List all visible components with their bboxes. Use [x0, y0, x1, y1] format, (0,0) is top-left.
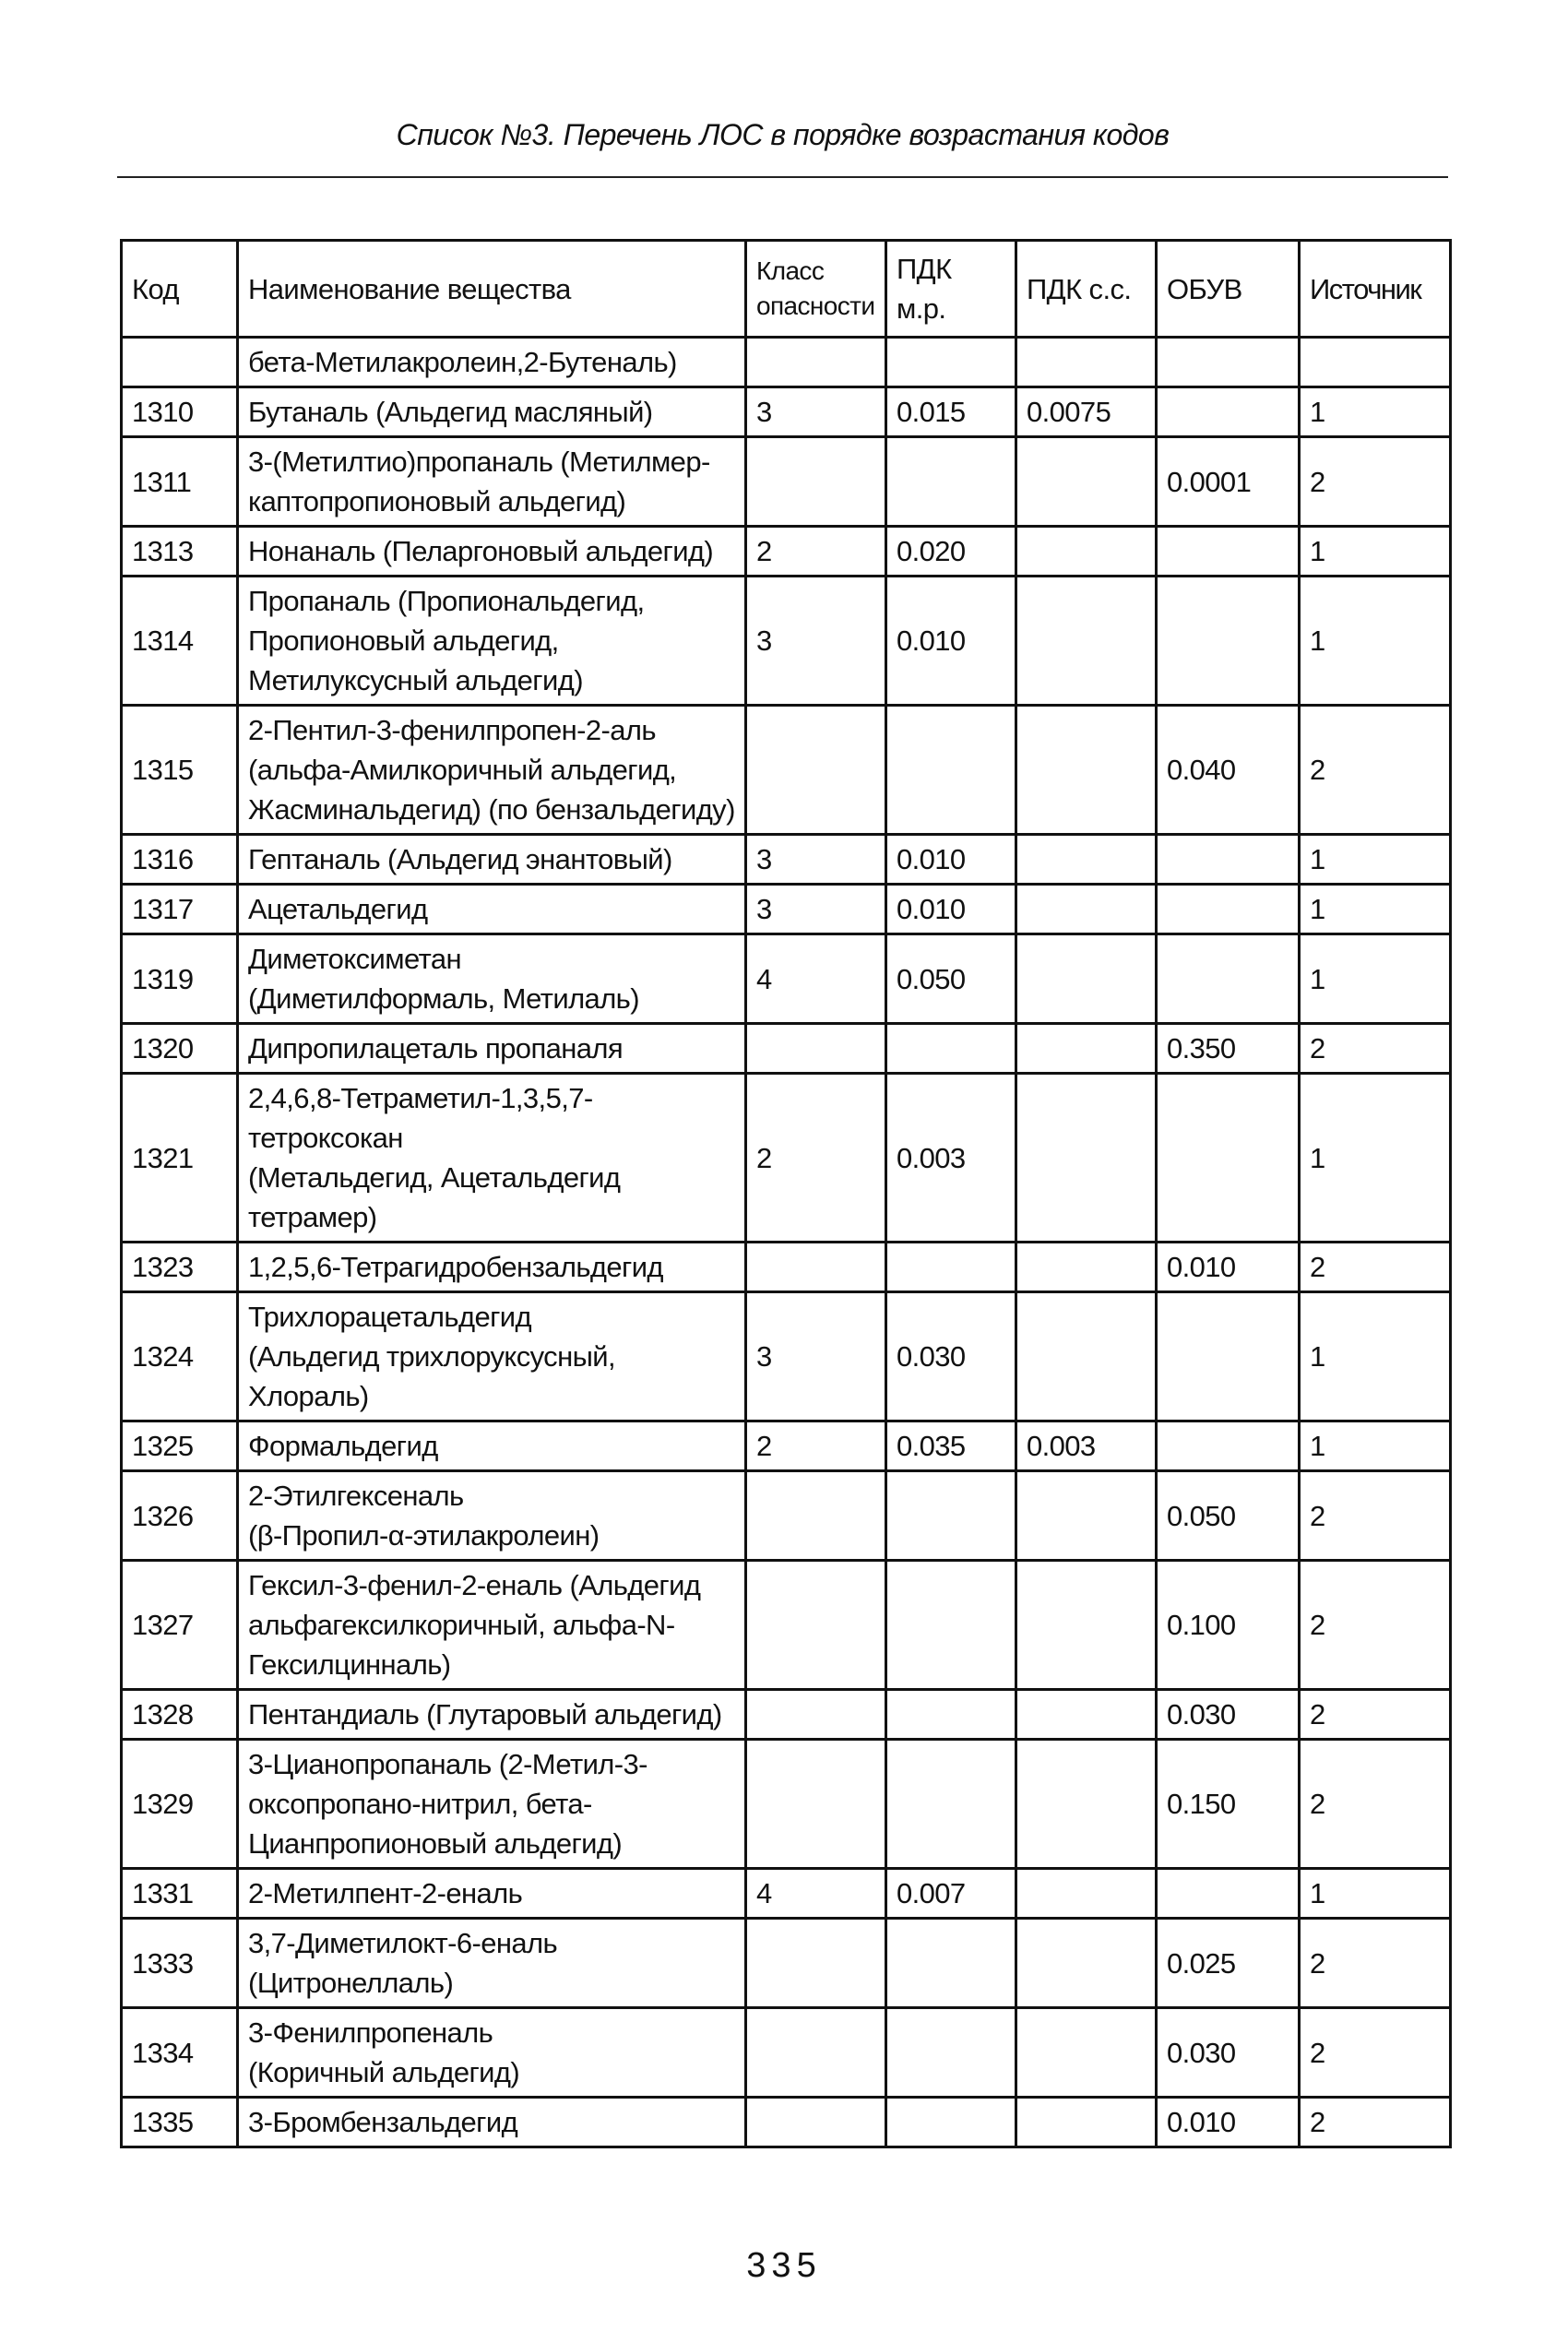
- cell-obuv: [1157, 1074, 1300, 1243]
- cell-source: 2: [1300, 2098, 1451, 2147]
- substance-name-line: (альфа-Амилкоричный альдегид,: [248, 754, 677, 786]
- cell-hazard-class: 4: [746, 1869, 886, 1919]
- cell-obuv: [1157, 1292, 1300, 1421]
- column-header-hazard-class-line2: опасности: [756, 291, 875, 320]
- substance-name-line: 2-Метилпент-2-еналь: [248, 1877, 523, 1909]
- cell-pdk-mr: 0.010: [886, 835, 1016, 885]
- cell-pdk-ss: [1016, 437, 1157, 527]
- cell-substance-name: [238, 387, 746, 437]
- cell-substance-name: [238, 1024, 746, 1074]
- substance-name-line: (Альдегид трихлоруксусный, Хлораль): [248, 1340, 616, 1412]
- table-row: [122, 1074, 1451, 1243]
- cell-obuv: 0.100: [1157, 1561, 1300, 1690]
- cell-pdk-ss: [1016, 2008, 1157, 2098]
- table-header-row: [122, 241, 1451, 338]
- column-header-code: Код: [122, 241, 238, 338]
- substance-name-line: Бутаналь (Альдегид масляный): [248, 396, 653, 428]
- cell-obuv: 0.0001: [1157, 437, 1300, 527]
- cell-obuv: 0.350: [1157, 1024, 1300, 1074]
- table-row: [122, 527, 1451, 577]
- cell-pdk-ss: 0.003: [1016, 1421, 1157, 1471]
- cell-code: 1321: [122, 1074, 238, 1243]
- column-header-hazard-class: [746, 241, 886, 338]
- substance-name-line: 3-Цианопропаналь (2-Метил-3-: [248, 1748, 647, 1780]
- substance-name-line: (Коричный альдегид): [248, 2056, 520, 2088]
- cell-code: 1314: [122, 577, 238, 706]
- cell-pdk-mr: [886, 1919, 1016, 2008]
- cell-substance-name: [238, 2098, 746, 2147]
- cell-pdk-mr: 0.030: [886, 1292, 1016, 1421]
- cell-pdk-mr: [886, 1024, 1016, 1074]
- cell-source: 2: [1300, 1024, 1451, 1074]
- cell-hazard-class: 4: [746, 934, 886, 1024]
- cell-pdk-ss: 0.0075: [1016, 387, 1157, 437]
- substance-name-line: Ацетальдегид: [248, 893, 428, 925]
- cell-hazard-class: [746, 437, 886, 527]
- page-header-title: Список №3. Перечень ЛОС в порядке возрастания кодов: [396, 118, 1170, 151]
- cell-code: 1317: [122, 885, 238, 934]
- substance-name-line: (Цитронеллаль): [248, 1967, 454, 1999]
- table-row: [122, 1561, 1451, 1690]
- substance-name-line: Дипропилацеталь пропаналя: [248, 1032, 624, 1064]
- cell-pdk-mr: [886, 2008, 1016, 2098]
- cell-source: 2: [1300, 1561, 1451, 1690]
- cell-code: 1310: [122, 387, 238, 437]
- column-header-name: Наименование вещества: [238, 241, 746, 338]
- cell-pdk-ss: [1016, 338, 1157, 387]
- cell-obuv: [1157, 338, 1300, 387]
- cell-substance-name: [238, 1919, 746, 2008]
- cell-pdk-ss: [1016, 1561, 1157, 1690]
- cell-pdk-ss: [1016, 1471, 1157, 1561]
- cell-substance-name: [238, 885, 746, 934]
- cell-hazard-class: 3: [746, 577, 886, 706]
- cell-pdk-ss: [1016, 885, 1157, 934]
- table-row: [122, 338, 1451, 387]
- cell-source: 1: [1300, 1292, 1451, 1421]
- cell-pdk-ss: [1016, 1243, 1157, 1292]
- cell-substance-name: [238, 835, 746, 885]
- cell-source: 1: [1300, 1074, 1451, 1243]
- cell-obuv: 0.010: [1157, 2098, 1300, 2147]
- cell-substance-name: [238, 1561, 746, 1690]
- cell-substance-name: [238, 2008, 746, 2098]
- substance-name-line: Жасминальдегид) (по бензальдегиду): [248, 793, 735, 826]
- cell-hazard-class: [746, 1919, 886, 2008]
- cell-pdk-mr: [886, 1471, 1016, 1561]
- table-row: [122, 577, 1451, 706]
- cell-hazard-class: 3: [746, 885, 886, 934]
- substance-name-line: 3-Фенилпропеналь: [248, 2016, 493, 2049]
- cell-hazard-class: [746, 2098, 886, 2147]
- cell-pdk-mr: 0.010: [886, 577, 1016, 706]
- cell-hazard-class: [746, 1243, 886, 1292]
- cell-hazard-class: [746, 2008, 886, 2098]
- substance-name-line: Метилуксусный альдегид): [248, 664, 583, 696]
- header-rule: [117, 176, 1448, 178]
- cell-pdk-mr: 0.007: [886, 1869, 1016, 1919]
- cell-pdk-mr: 0.010: [886, 885, 1016, 934]
- substance-name-line: Цианпропионовый альдегид): [248, 1827, 623, 1860]
- table-row: [122, 934, 1451, 1024]
- cell-pdk-ss: [1016, 1690, 1157, 1740]
- cell-substance-name: [238, 338, 746, 387]
- cell-hazard-class: [746, 1740, 886, 1869]
- substance-name-line: каптопропионовый альдегид): [248, 485, 626, 517]
- cell-code: 1313: [122, 527, 238, 577]
- cell-code: 1326: [122, 1471, 238, 1561]
- cell-pdk-mr: [886, 1690, 1016, 1740]
- cell-obuv: [1157, 885, 1300, 934]
- cell-code: 1323: [122, 1243, 238, 1292]
- cell-obuv: [1157, 835, 1300, 885]
- cell-pdk-ss: [1016, 1869, 1157, 1919]
- cell-hazard-class: 3: [746, 835, 886, 885]
- substance-name-line: Пентандиаль (Глутаровый альдегид): [248, 1698, 722, 1730]
- substance-name-line: 3-(Метилтио)пропаналь (Метилмер-: [248, 446, 710, 478]
- cell-pdk-mr: 0.003: [886, 1074, 1016, 1243]
- cell-pdk-mr: [886, 1561, 1016, 1690]
- cell-pdk-ss: [1016, 577, 1157, 706]
- column-header-source: Источник: [1300, 241, 1451, 338]
- table-row: [122, 1869, 1451, 1919]
- substance-name-line: Нонаналь (Пеларгоновый альдегид): [248, 535, 714, 567]
- cell-source: 2: [1300, 1740, 1451, 1869]
- substance-name-line: Гексилцинналь): [248, 1648, 451, 1681]
- cell-substance-name: [238, 1421, 746, 1471]
- cell-pdk-ss: [1016, 1919, 1157, 2008]
- cell-code: 1319: [122, 934, 238, 1024]
- cell-pdk-mr: 0.015: [886, 387, 1016, 437]
- cell-obuv: 0.040: [1157, 706, 1300, 835]
- substance-name-line: 3-Бромбензальдегид: [248, 2106, 518, 2138]
- page-number: 335: [746, 2246, 822, 2285]
- cell-code: 1333: [122, 1919, 238, 2008]
- substance-name-line: (Метальдегид, Ацетальдегид тетрамер): [248, 1161, 621, 1233]
- cell-obuv: [1157, 934, 1300, 1024]
- cell-substance-name: [238, 1074, 746, 1243]
- substance-name-line: Пропионовый альдегид,: [248, 624, 559, 657]
- cell-code: 1325: [122, 1421, 238, 1471]
- cell-source: 1: [1300, 835, 1451, 885]
- cell-pdk-ss: [1016, 1292, 1157, 1421]
- cell-source: 2: [1300, 706, 1451, 835]
- cell-pdk-mr: [886, 437, 1016, 527]
- table-body: [122, 338, 1451, 2147]
- cell-obuv: 0.025: [1157, 1919, 1300, 2008]
- cell-hazard-class: 3: [746, 387, 886, 437]
- column-header-pdk-mr: ПДК м.р.: [886, 241, 1016, 338]
- cell-pdk-ss: [1016, 706, 1157, 835]
- cell-obuv: 0.030: [1157, 2008, 1300, 2098]
- cell-hazard-class: 2: [746, 1074, 886, 1243]
- substance-name-line: оксопропано-нитрил, бета-: [248, 1788, 592, 1820]
- cell-source: 2: [1300, 1471, 1451, 1561]
- cell-code: 1327: [122, 1561, 238, 1690]
- table-row: [122, 1740, 1451, 1869]
- cell-substance-name: [238, 437, 746, 527]
- substance-name-line: Пропаналь (Пропиональдегид,: [248, 585, 645, 617]
- cell-obuv: 0.010: [1157, 1243, 1300, 1292]
- cell-substance-name: [238, 934, 746, 1024]
- cell-code: 1320: [122, 1024, 238, 1074]
- substance-name-line: 3,7-Диметилокт-6-еналь: [248, 1927, 558, 1959]
- substance-name-line: Гексил-3-фенил-2-еналь (Альдегид: [248, 1569, 701, 1601]
- cell-hazard-class: [746, 1471, 886, 1561]
- cell-pdk-mr: 0.050: [886, 934, 1016, 1024]
- cell-pdk-mr: [886, 2098, 1016, 2147]
- cell-pdk-mr: [886, 1740, 1016, 1869]
- substance-name-line: Формальдегид: [248, 1430, 438, 1462]
- cell-pdk-ss: [1016, 1074, 1157, 1243]
- cell-code: [122, 338, 238, 387]
- cell-source: [1300, 338, 1451, 387]
- cell-obuv: 0.150: [1157, 1740, 1300, 1869]
- substance-name-line: бета-Метилакролеин,2-Бутеналь): [248, 346, 677, 378]
- cell-pdk-ss: [1016, 527, 1157, 577]
- cell-substance-name: [238, 706, 746, 835]
- cell-substance-name: [238, 527, 746, 577]
- cell-source: 2: [1300, 437, 1451, 527]
- cell-source: 1: [1300, 387, 1451, 437]
- substance-name-line: альфагексилкоричный, альфа-N-: [248, 1609, 675, 1641]
- column-header-hazard-class-line1: Класс: [756, 256, 825, 285]
- substance-name-line: 1,2,5,6-Тетрагидробензальдегид: [248, 1251, 663, 1283]
- table-row: [122, 2008, 1451, 2098]
- cell-pdk-ss: [1016, 1740, 1157, 1869]
- cell-hazard-class: [746, 1690, 886, 1740]
- cell-source: 2: [1300, 1919, 1451, 2008]
- cell-hazard-class: [746, 706, 886, 835]
- cell-obuv: [1157, 577, 1300, 706]
- cell-hazard-class: 2: [746, 1421, 886, 1471]
- cell-hazard-class: [746, 1561, 886, 1690]
- cell-source: 1: [1300, 934, 1451, 1024]
- table-row: [122, 1690, 1451, 1740]
- table-row: [122, 437, 1451, 527]
- cell-obuv: [1157, 387, 1300, 437]
- cell-obuv: [1157, 1869, 1300, 1919]
- table-row: [122, 835, 1451, 885]
- cell-code: 1315: [122, 706, 238, 835]
- cell-hazard-class: 2: [746, 527, 886, 577]
- cell-pdk-mr: [886, 338, 1016, 387]
- cell-code: 1329: [122, 1740, 238, 1869]
- column-header-obuv: ОБУВ: [1157, 241, 1300, 338]
- substance-name-line: Гептаналь (Альдегид энантовый): [248, 843, 672, 875]
- cell-code: 1328: [122, 1690, 238, 1740]
- table-row: [122, 1243, 1451, 1292]
- table-row: [122, 1024, 1451, 1074]
- table-row: [122, 1471, 1451, 1561]
- cell-substance-name: [238, 577, 746, 706]
- cell-obuv: [1157, 527, 1300, 577]
- cell-pdk-ss: [1016, 934, 1157, 1024]
- cell-obuv: 0.030: [1157, 1690, 1300, 1740]
- cell-pdk-ss: [1016, 835, 1157, 885]
- cell-pdk-ss: [1016, 1024, 1157, 1074]
- cell-source: 1: [1300, 1869, 1451, 1919]
- cell-hazard-class: [746, 1024, 886, 1074]
- substance-name-line: Диметоксиметан: [248, 943, 461, 975]
- cell-code: 1311: [122, 437, 238, 527]
- cell-obuv: [1157, 1421, 1300, 1471]
- cell-code: 1324: [122, 1292, 238, 1421]
- cell-source: 1: [1300, 1421, 1451, 1471]
- substance-name-line: (β-Пропил-α-этилакролеин): [248, 1519, 600, 1552]
- cell-pdk-mr: 0.035: [886, 1421, 1016, 1471]
- cell-pdk-mr: [886, 706, 1016, 835]
- cell-pdk-mr: 0.020: [886, 527, 1016, 577]
- substance-name-line: (Диметилформаль, Метилаль): [248, 982, 639, 1015]
- cell-pdk-mr: [886, 1243, 1016, 1292]
- table-row: [122, 885, 1451, 934]
- cell-pdk-ss: [1016, 2098, 1157, 2147]
- table-row: [122, 387, 1451, 437]
- cell-obuv: 0.050: [1157, 1471, 1300, 1561]
- cell-code: 1316: [122, 835, 238, 885]
- voc-table: [120, 239, 1452, 2148]
- cell-code: 1335: [122, 2098, 238, 2147]
- cell-code: 1334: [122, 2008, 238, 2098]
- table-row: [122, 706, 1451, 835]
- table-row: [122, 1919, 1451, 2008]
- cell-hazard-class: [746, 338, 886, 387]
- substance-name-line: 2,4,6,8-Тетраметил-1,3,5,7-тетроксокан: [248, 1082, 593, 1154]
- cell-substance-name: [238, 1471, 746, 1561]
- cell-substance-name: [238, 1243, 746, 1292]
- substance-name-line: 2-Пентил-3-фенилпропен-2-аль: [248, 714, 656, 746]
- cell-source: 1: [1300, 527, 1451, 577]
- cell-source: 1: [1300, 885, 1451, 934]
- cell-substance-name: [238, 1740, 746, 1869]
- cell-hazard-class: 3: [746, 1292, 886, 1421]
- cell-substance-name: [238, 1690, 746, 1740]
- table-row: [122, 1292, 1451, 1421]
- table-row: [122, 1421, 1451, 1471]
- substance-name-line: Трихлорацетальдегид: [248, 1301, 532, 1333]
- table-row: [122, 2098, 1451, 2147]
- cell-source: 2: [1300, 2008, 1451, 2098]
- cell-source: 2: [1300, 1243, 1451, 1292]
- cell-substance-name: [238, 1869, 746, 1919]
- column-header-pdk-ss: ПДК с.с.: [1016, 241, 1157, 338]
- substance-name-line: 2-Этилгексеналь: [248, 1480, 464, 1512]
- cell-source: 1: [1300, 577, 1451, 706]
- cell-code: 1331: [122, 1869, 238, 1919]
- cell-substance-name: [238, 1292, 746, 1421]
- cell-source: 2: [1300, 1690, 1451, 1740]
